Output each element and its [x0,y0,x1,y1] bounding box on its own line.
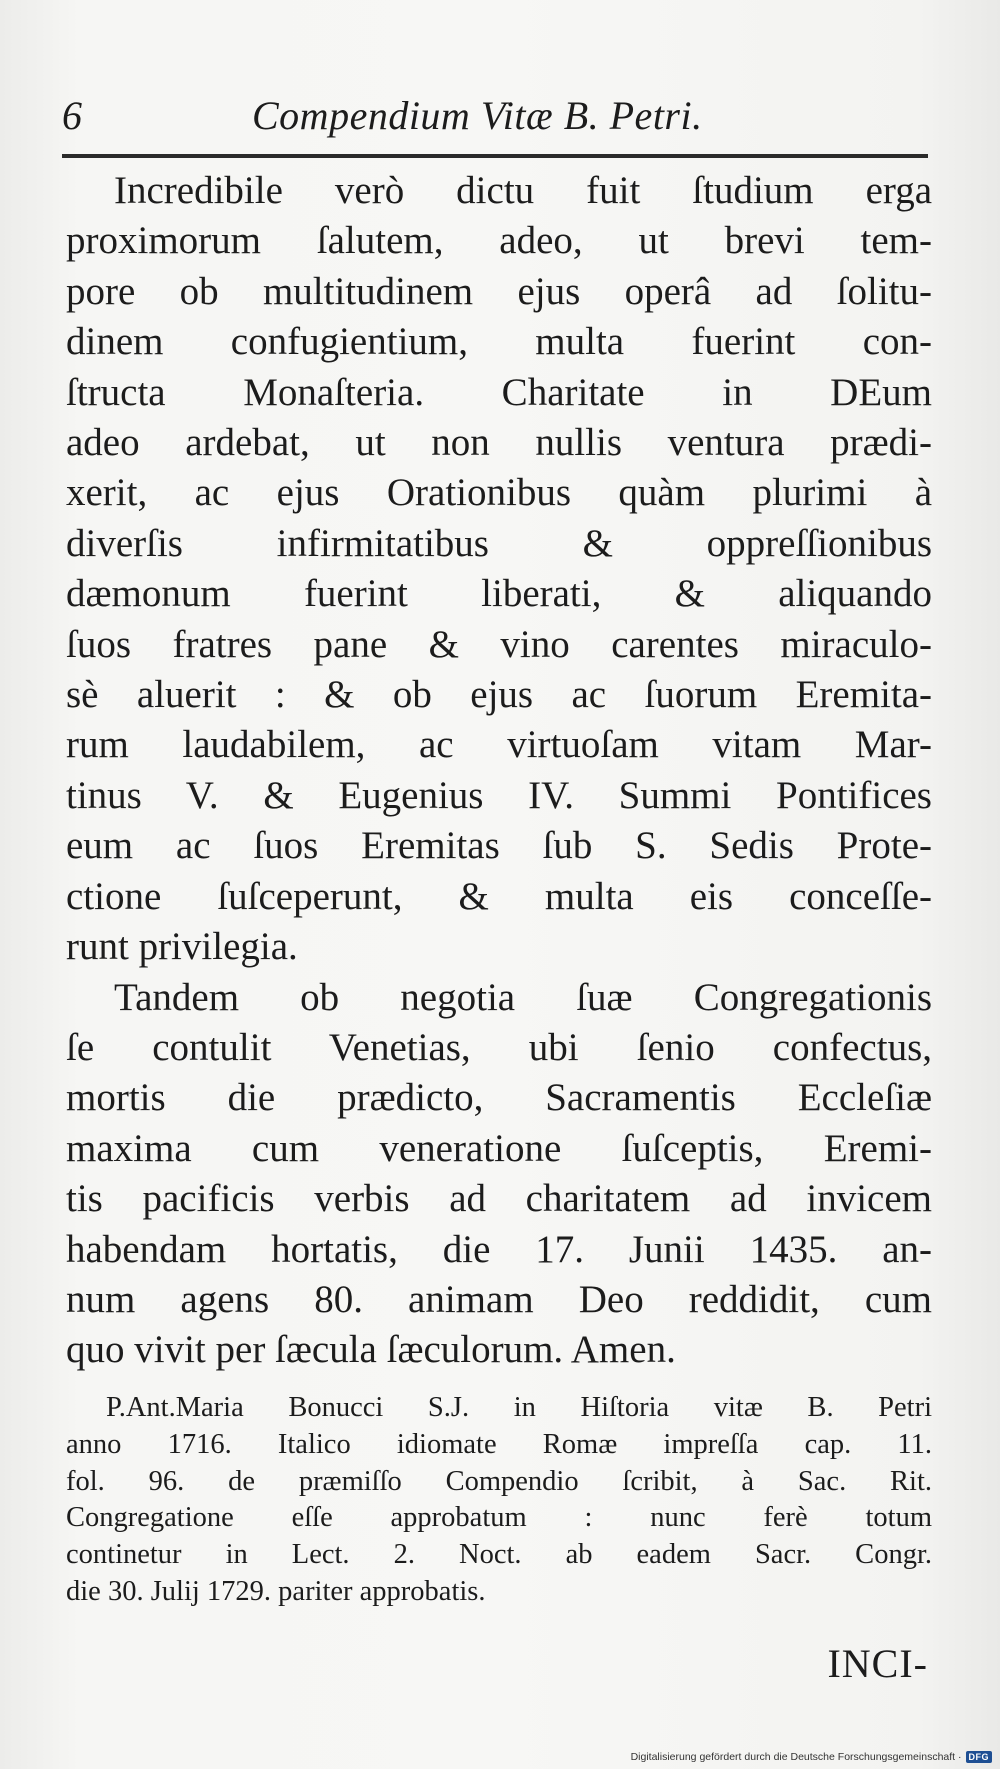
text-line: Tandem ob negotia ſuæ Congregationis [114,975,932,1019]
text-line: Incredibile verò dictu fuit ſtudium erga [114,169,932,212]
text-line: dinem confugientium, multa fuerint con- [66,320,932,364]
text-line: tinus V. & Eugenius IV. Summi Pontifices [66,773,932,817]
text-line: pore ob multitudinem ejus operâ ad ſolitu- [66,269,932,313]
text-line: rum laudabilem, ac virtuoſam vitam Mar- [66,723,932,767]
text-line: adeo ardebat, ut non nullis ventura prædi- [66,421,932,465]
note-line: continetur in Lect. 2. Noct. ab eadem Sacr. Congr. [66,1539,932,1571]
running-head: Compendium Vitæ B. Petri. [252,93,703,138]
text-line: ſe contulit Venetias, ubi ſenio confectus, [66,1025,932,1069]
digitization-credit [631,1751,992,1763]
text-line: tis pacificis verbis ad charitatem ad invicem [66,1177,932,1221]
text-line: ctione ſuſceperunt, & multa eis conceſſe- [66,874,932,918]
note-line: Congregatione eſſe approbatum : nunc ferè totum [66,1502,932,1534]
text-line: sè aluerit : & ob ejus ac ſuorum Eremita- [66,673,932,717]
note-line: fol. 96. de præmiſſo Compendio ſcribit, à Sac. Rit. [66,1465,932,1497]
paragraph-2 [66,973,932,1376]
text-line: eum ac ſuos Eremitas ſub S. Sedis Prote- [66,824,932,868]
credit-text: Digitalisierung gefördert durch die Deutsche Forschungsgemeinschaft · [630,1751,962,1763]
text-line: proximorum ſalutem, adeo, ut brevi tem- [66,219,932,263]
text-line: habendam hortatis, die 17. Junii 1435. an- [66,1227,932,1271]
dfg-logo: DFG [966,1751,993,1763]
text-line: num agens 80. animam Deo reddidit, cum [66,1277,932,1321]
text-line: diverſis infirmitatibus & oppreſſionibus [66,521,932,565]
text-line: maxima cum veneratione ſuſceptis, Eremi- [66,1126,932,1170]
text-line: xerit, ac ejus Orationibus quàm plurimi à [66,471,932,515]
catchword: INCI- [827,1641,928,1686]
text-line: dæmonum fuerint liberati, & aliquando [66,572,932,616]
text-line: quo vivit per ſæcula ſæculorum. Amen. [66,1328,676,1372]
note-line: anno 1716. Italico idiomate Romæ impreſſa cap. 11. [66,1428,932,1460]
text-line: mortis die prædicto, Sacramentis Eccleſiæ [66,1076,932,1120]
text-line: ſuos fratres pane & vino carentes miraculo- [66,622,932,666]
text-line: runt privilegia. [66,925,298,969]
note-line: P.Ant.Maria Bonucci S.J. in Hiſtoria vitæ B. Petri [106,1392,932,1423]
citation-note [66,1390,932,1611]
page-number: 6 [62,93,82,138]
text-line: ſtructa Monaſteria. Charitate in DEum [66,370,932,414]
note-line: die 30. Julij 1729. pariter approbatis. [66,1575,486,1607]
header-rule [62,154,928,158]
page-header [62,88,928,144]
paragraph-1 [66,166,932,973]
body-text [66,166,932,1376]
